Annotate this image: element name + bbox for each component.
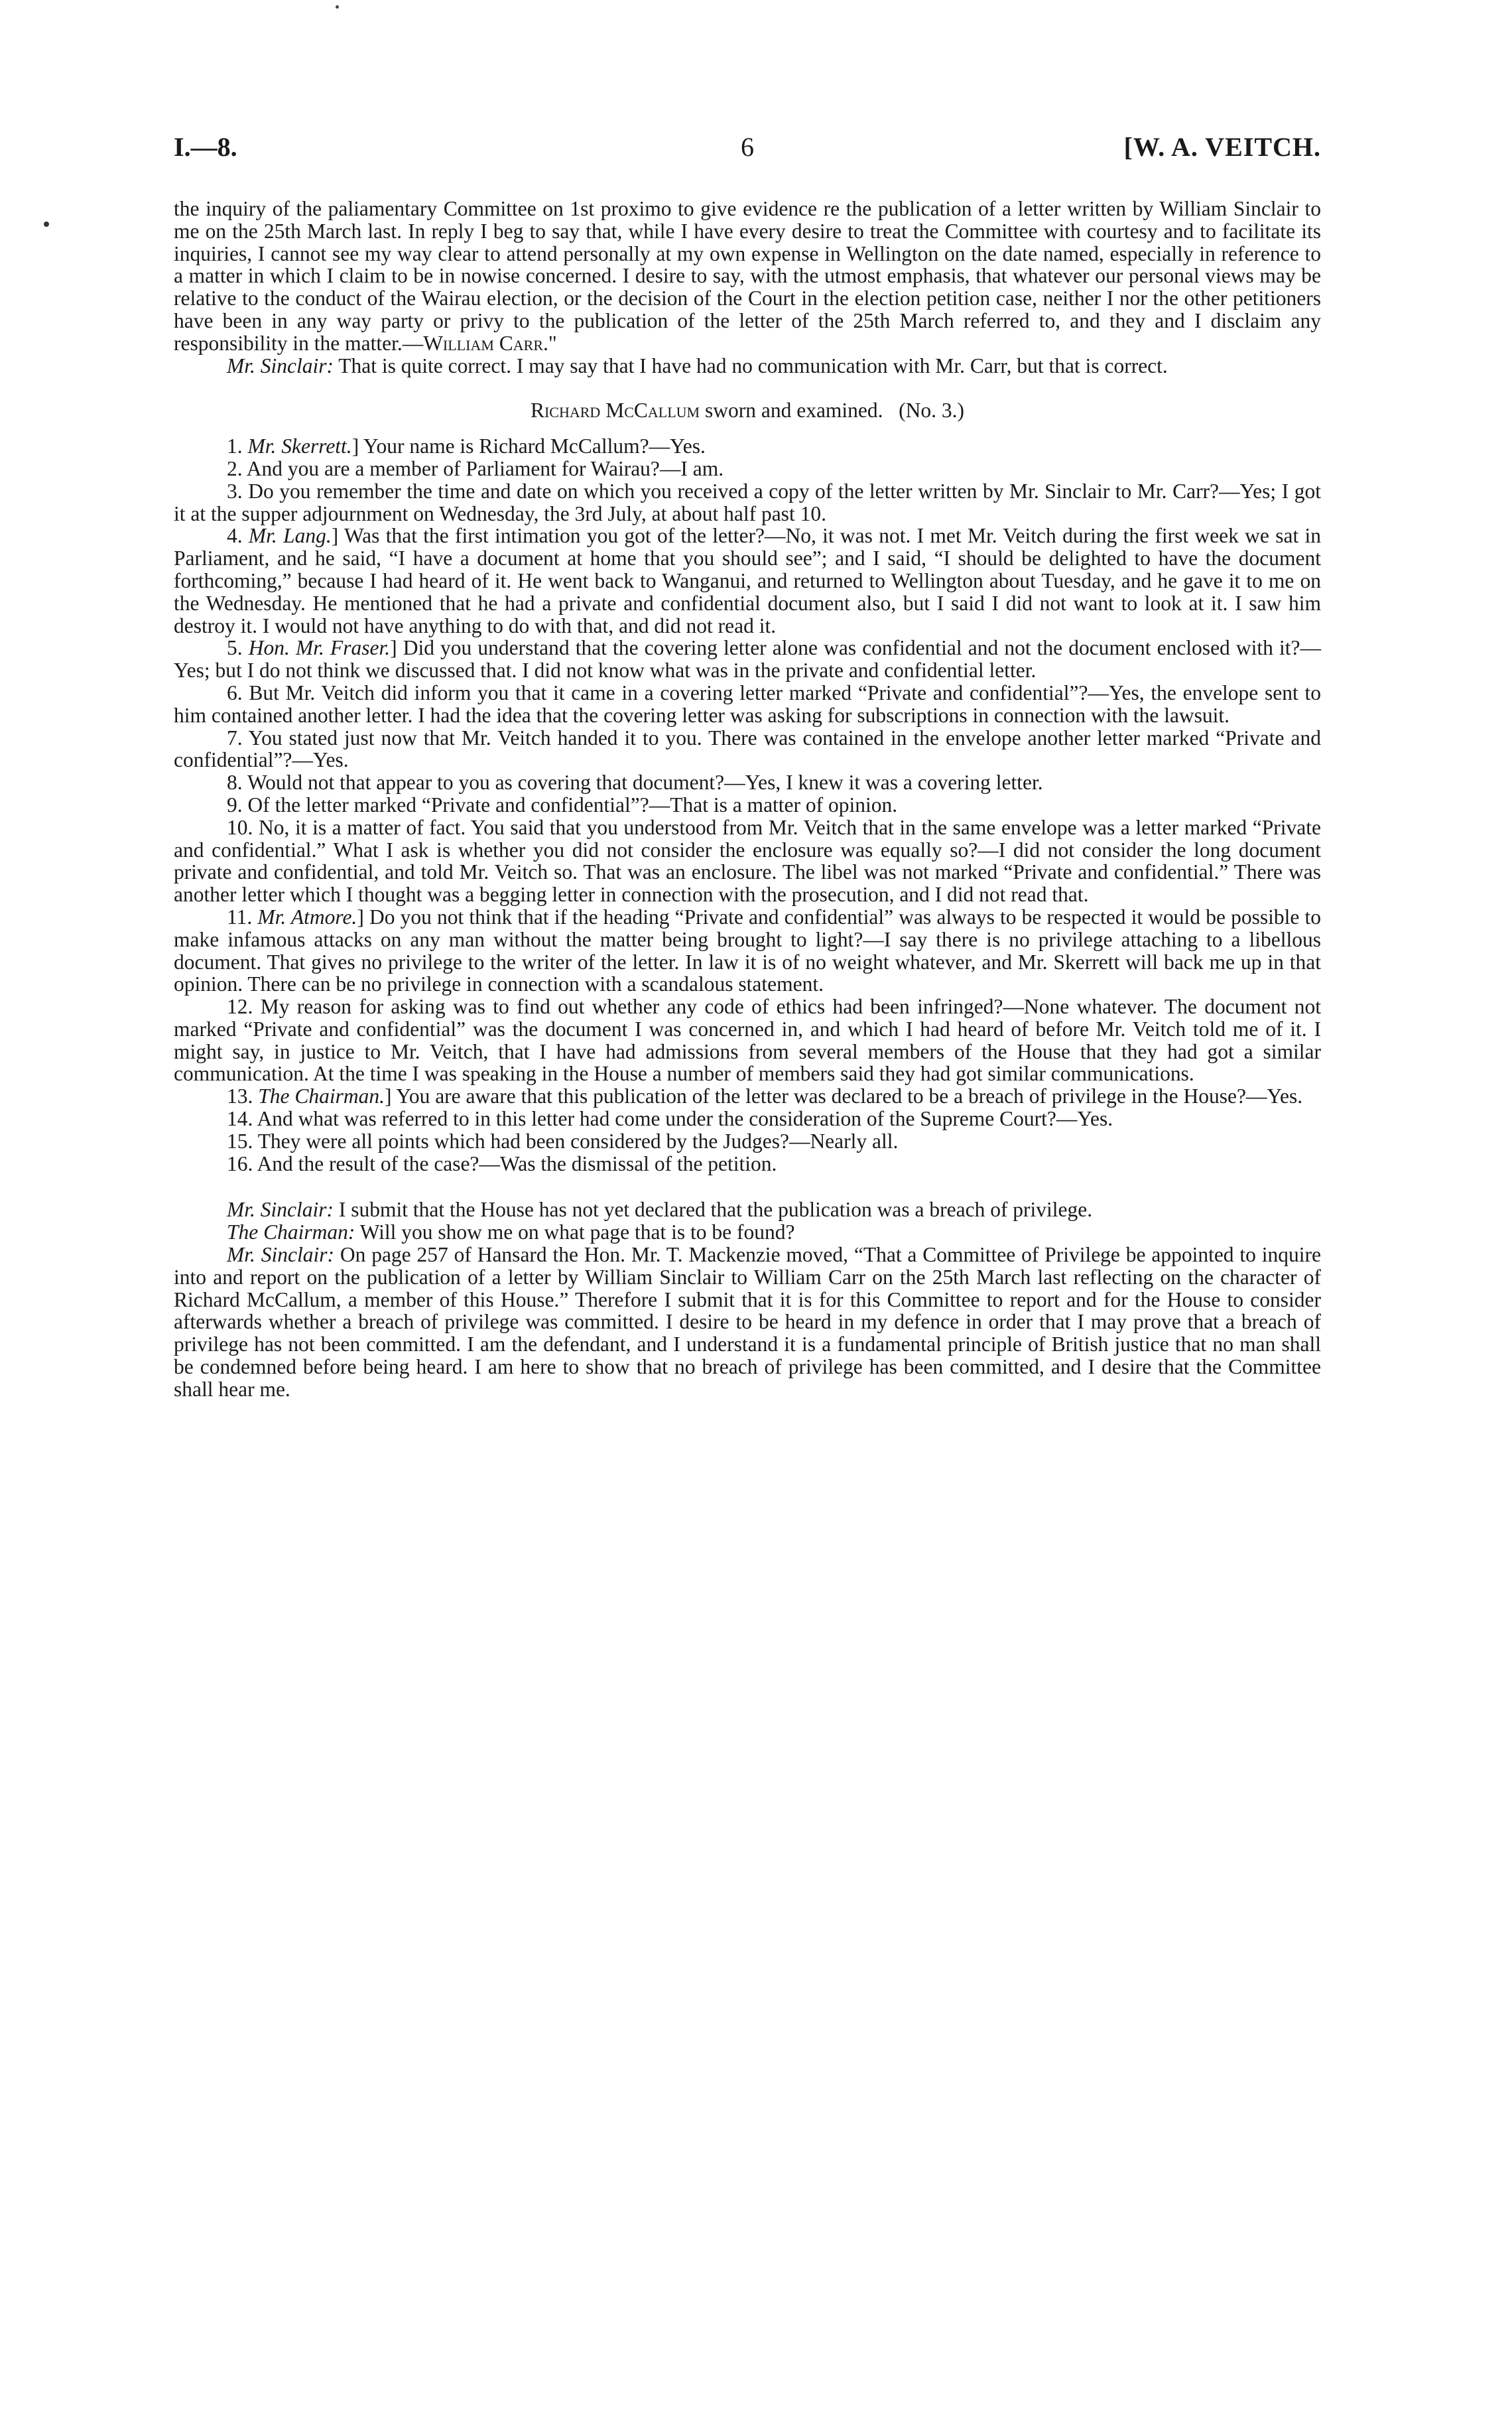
question-number: 1.: [227, 434, 243, 458]
qa-paragraph: [174, 637, 1321, 682]
page-header: [174, 131, 1321, 171]
question-number: 11.: [227, 905, 253, 929]
question-answer-list: [174, 435, 1321, 1175]
speaker: The Chairman:: [227, 1220, 355, 1244]
speaker: Mr. Sinclair:: [227, 1243, 334, 1267]
page-number: 6: [741, 132, 754, 162]
question-number: 13.: [227, 1084, 253, 1108]
witness-number: (No. 3.): [899, 399, 965, 423]
qa-text: And the result of the case?—Was the dismissal of the petition.: [257, 1151, 777, 1175]
question-number: 14.: [227, 1107, 253, 1131]
witness-name: Richard McCallum: [530, 399, 700, 423]
question-number: 6.: [227, 681, 243, 704]
questioner: Mr. Skerrett.: [247, 434, 352, 458]
remark-text: That is quite correct. I may say that I have had no communication with Mr. Carr, but that is correct.: [334, 354, 1168, 377]
qa-paragraph: [174, 480, 1321, 525]
qa-text: But Mr. Veitch did inform you that it came in a covering letter marked “Private and confidential”?—Yes, the envelope sent to him contained another letter. I had the idea that the covering letter was asking for subscriptions in connection with the lawsuit.: [174, 681, 1321, 727]
qa-paragraph: [174, 1130, 1321, 1153]
qa-paragraph: [174, 1085, 1321, 1108]
closing-paragraph: [174, 1221, 1321, 1244]
closing-exchange: [174, 1199, 1321, 1400]
letter-signature: William Carr.: [423, 331, 548, 355]
qa-paragraph: [174, 906, 1321, 996]
qa-paragraph: [174, 1108, 1321, 1130]
witness-heading-text: sworn and examined.: [700, 399, 883, 423]
margin-dot: [44, 222, 49, 227]
qa-paragraph: [174, 1153, 1321, 1175]
qa-text: ] Was that the first intimation you got of the letter?—No, it was not. I met Mr. Veitch during the first week we sat in Parliament, and he said, “I have a document at home that you should see”; and I said, “I should be delighted to have the document forthcoming,” because I had heard of it. He went back to Wanganui, and returned to Wellington about Tuesday, and he gave it to me on the Wednesday. He mentioned that he had a private and confidential document also, but I said I did not want to look at it. I saw him destroy it. I would not have anything to do with that, and did not read it.: [174, 524, 1321, 637]
qa-text: Of the letter marked “Private and confidential”?—That is a matter of opinion.: [247, 793, 898, 816]
speaker: Mr. Sinclair:: [227, 1198, 334, 1222]
closing-paragraph: [174, 1199, 1321, 1221]
qa-paragraph: [174, 525, 1321, 637]
qa-text: Do you remember the time and date on which you received a copy of the letter written by Mr. Sinclair to Mr. Carr?—Yes; I got it at the supper adjournment on Wednesday, the 3rd July, at about half past 10.: [174, 479, 1322, 525]
qa-paragraph: [174, 458, 1321, 480]
closing-text: I submit that the House has not yet declared that the publication was a breach of privilege.: [334, 1198, 1093, 1222]
question-number: 4.: [227, 524, 243, 548]
question-number: 10.: [227, 815, 253, 839]
qa-paragraph: [174, 794, 1321, 816]
questioner: The Chairman.: [258, 1084, 385, 1108]
closing-paragraph: [174, 1244, 1321, 1401]
qa-paragraph: [174, 771, 1321, 794]
scan-speck: [336, 5, 339, 9]
letter-paragraph: [174, 198, 1321, 355]
sinclair-remark: [174, 355, 1321, 377]
question-number: 2.: [227, 456, 243, 480]
qa-text: They were all points which had been considered by the Judges?—Nearly all.: [257, 1129, 899, 1153]
letter-text: the inquiry of the paliamentary Committee on 1st proximo to give evidence re the publication of a letter written by William Sinclair to me on the 25th March last. In reply I beg to say that, while I have every desire to treat the Committee with courtesy and to facilitate its inquiries, I cannot see my way clear to attend personally at my own expense in Wellington on the date named, especially in reference to a matter in which I claim to be in nowise concerned. I desire to say, with the utmost emphasis, that whatever our personal views may be relative to the conduct of the Wairau election, or the decision of the Court in the election petition case, neither I nor the other petitioners have been in any way party or privy to the publication of the letter of the 25th March referred to, and they and I disclaim any responsibility in the matter.—: [174, 197, 1321, 355]
questioner: Mr. Atmore.: [257, 905, 357, 929]
closing-text: Will you show me on what page that is to be found?: [355, 1220, 795, 1244]
question-number: 15.: [227, 1129, 253, 1153]
qa-text: ] Did you understand that the covering letter alone was confidential and not the document enclosed with it?—Yes; but I do not think we discussed that. I did not know what was in the private and confidential letter.: [174, 636, 1321, 683]
witness-running-head: [W. A. VEITCH.: [1123, 132, 1321, 162]
qa-text: ] Your name is Richard McCallum?—Yes.: [351, 434, 706, 458]
document-body: [174, 198, 1321, 1401]
section-gap: [174, 1175, 1321, 1199]
question-number: 9.: [227, 793, 243, 816]
qa-text: You stated just now that Mr. Veitch handed it to you. There was contained in the envelope another letter marked “Private and confidential”?—Yes.: [174, 726, 1321, 772]
questioner: Hon. Mr. Fraser.: [248, 636, 391, 660]
close-quote: ": [548, 331, 557, 355]
qa-paragraph: [174, 682, 1321, 727]
paper-reference: I.—8.: [174, 132, 237, 162]
speaker: Mr. Sinclair:: [227, 354, 334, 377]
qa-paragraph: [174, 435, 1321, 458]
witness-heading: [174, 399, 1321, 422]
question-number: 16.: [227, 1151, 253, 1175]
question-number: 5.: [227, 636, 243, 660]
closing-text: On page 257 of Hansard the Hon. Mr. T. Mackenzie moved, “That a Committee of Privilege be appointed to inquire into and report on the publication of a letter by William Sinclair to William Carr on the 25th March last reflecting on the character of Richard McCallum, a member of this House.” Therefore I submit that it is for this Committee to report and for the House to consider afterwards whether a breach of privilege was committed. I desire to be heard in my defence in order that I may prove that a breach of privilege has not been committed. I am the defendant, and I understand it is a fundamental principle of British justice that no man shall be condemned before being heard. I am here to show that no breach of privilege has been committed, and I desire that the Committee shall hear me.: [174, 1243, 1321, 1401]
question-number: 12.: [227, 995, 253, 1019]
qa-text: ] Do you not think that if the heading “Private and confidential” was always to be respected it would be possible to make infamous attacks on any man without the matter being brought to light?—I say there is no privilege attaching to a libellous document. That gives no privilege to the writer of the letter. In law it is of no weight whatever, and Mr. Skerrett will back me up in that opinion. There can be no privilege in connection with a scandalous statement.: [174, 905, 1322, 996]
qa-text: And what was referred to in this letter had come under the consideration of the Supreme Court?—Yes.: [257, 1107, 1113, 1131]
qa-paragraph: [174, 727, 1321, 772]
question-number: 8.: [227, 771, 243, 795]
qa-text: No, it is a matter of fact. You said that you understood from Mr. Veitch that in the same envelope was a letter marked “Private and confidential.” What I ask is whether you did not consider the enclosure was equally so?—I did not consider the long document private and confidential, and told Mr. Veitch so. That was an enclosure. The libel was not marked “Private and confidential.” There was another letter which I thought was a begging letter in connection with the prosecution, and I did not read that.: [174, 815, 1321, 907]
qa-text: My reason for asking was to find out whether any code of ethics had been infringed?—None whatever. The document not marked “Private and confidential” was the document I was concerned in, and which I had heard of before Mr. Veitch told me of it. I might say, in justice to Mr. Veitch, that I have had admissions from several members of the House that they had got a similar communication. At the time I was speaking in the House a number of members said they had got similar communications.: [174, 995, 1322, 1086]
qa-text: ] You are aware that this publication of the letter was declared to be a breach of privilege in the House?—Yes.: [385, 1084, 1303, 1108]
qa-text: And you are a member of Parliament for Wairau?—I am.: [246, 456, 724, 480]
question-number: 3.: [227, 479, 243, 503]
qa-paragraph: [174, 816, 1321, 906]
question-number: 7.: [227, 726, 243, 750]
qa-paragraph: [174, 996, 1321, 1085]
questioner: Mr. Lang.: [248, 524, 332, 548]
qa-text: Would not that appear to you as covering that document?—Yes, I knew it was a covering letter.: [247, 771, 1043, 795]
